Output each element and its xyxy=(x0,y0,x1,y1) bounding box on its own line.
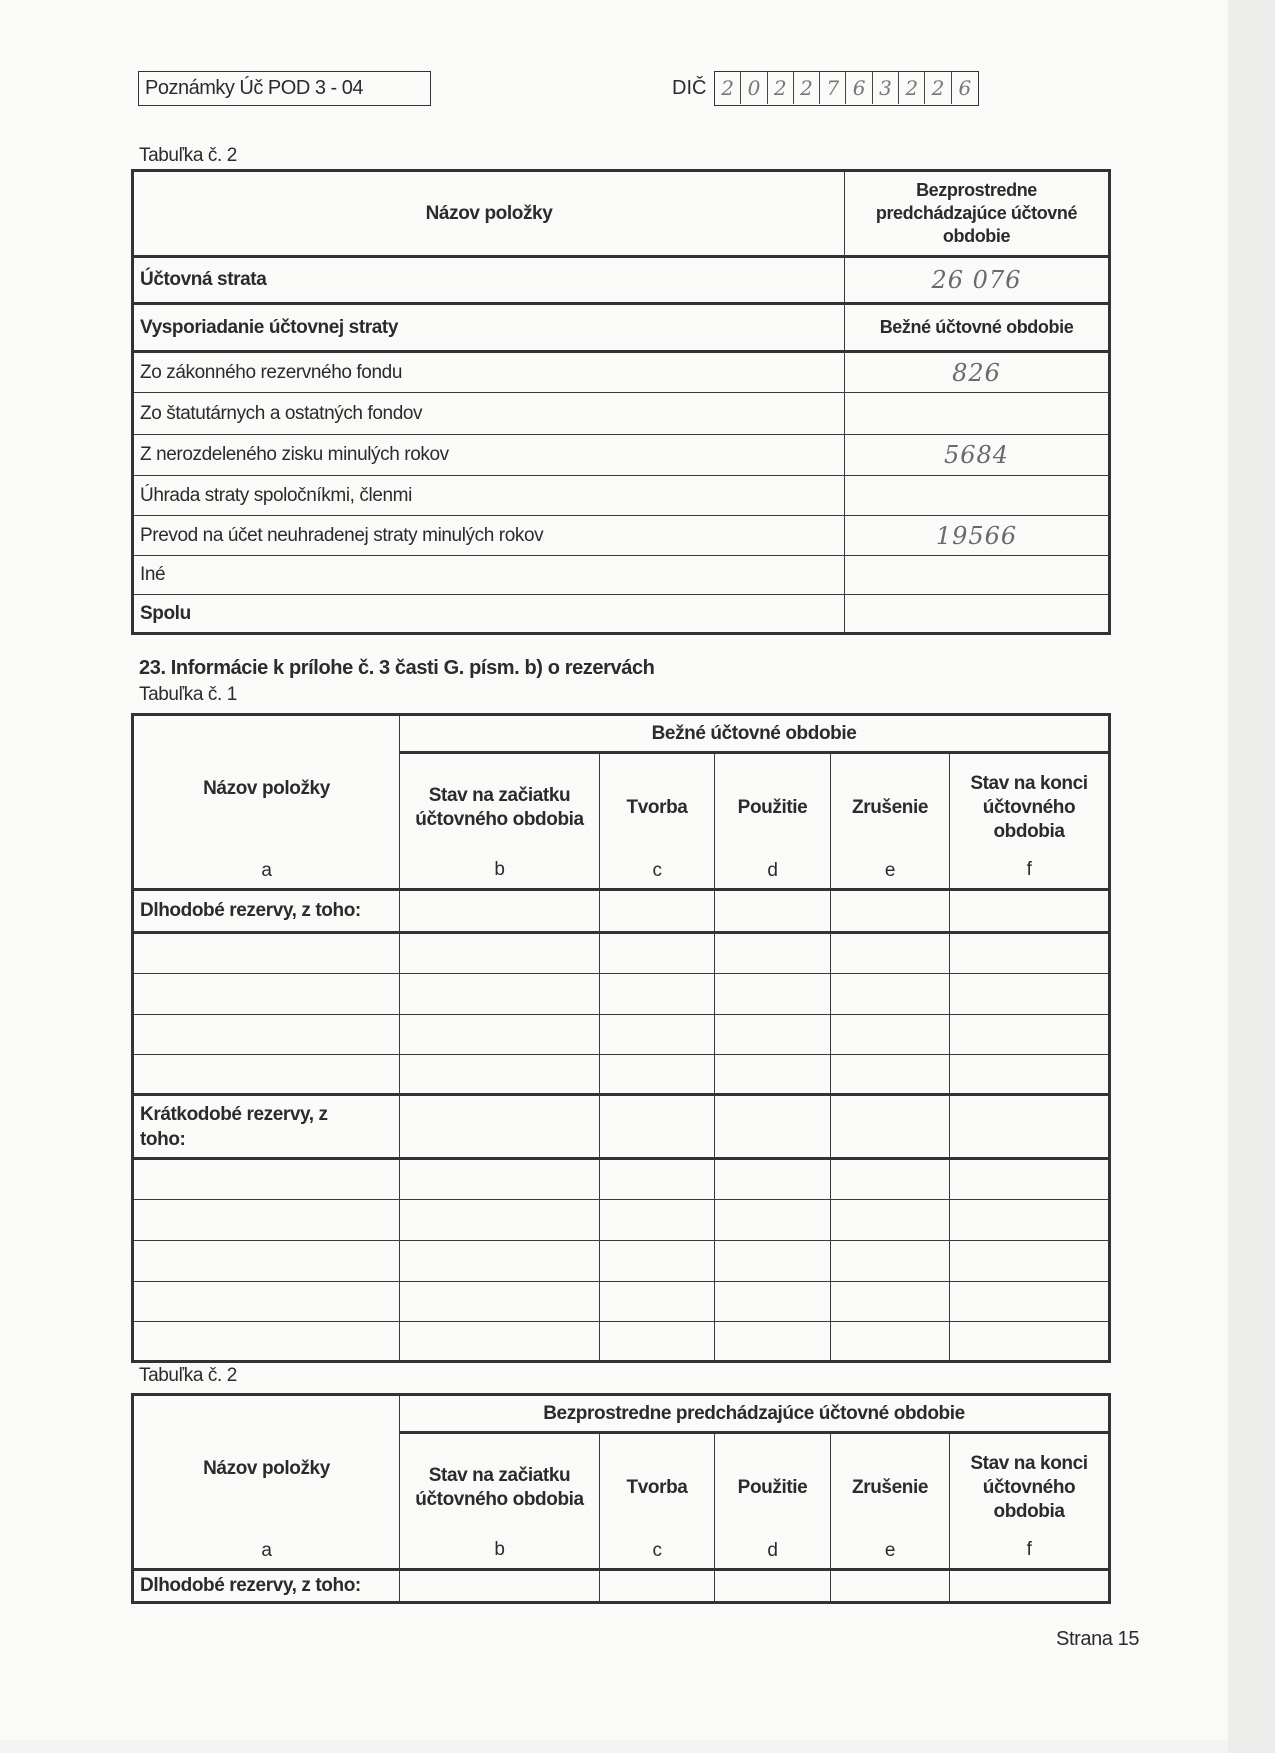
cell[interactable] xyxy=(950,1159,1110,1200)
cell[interactable] xyxy=(950,1570,1110,1603)
cell[interactable] xyxy=(600,1015,715,1055)
col-letter: a xyxy=(261,1540,272,1561)
cell[interactable] xyxy=(400,1241,600,1282)
cell[interactable] xyxy=(600,890,715,933)
cell[interactable] xyxy=(831,1241,950,1282)
cell[interactable] xyxy=(133,1322,400,1362)
cell[interactable] xyxy=(831,890,950,933)
cell[interactable] xyxy=(831,1055,950,1095)
col-letter: b xyxy=(494,1539,505,1560)
loss-label: Účtovná strata xyxy=(133,257,845,304)
cell[interactable] xyxy=(950,890,1110,933)
reserves-table1-caption: Tabuľka č. 1 xyxy=(139,684,237,705)
scan-margin xyxy=(1228,0,1275,1753)
col-letter: c xyxy=(652,860,662,881)
cell[interactable] xyxy=(831,974,950,1015)
cell[interactable] xyxy=(715,1159,831,1200)
dic-digit[interactable]: 2 xyxy=(715,72,741,104)
cell[interactable] xyxy=(950,1241,1110,1282)
cell[interactable] xyxy=(950,1095,1110,1159)
cell[interactable] xyxy=(831,1015,950,1055)
dic-digit[interactable]: 6 xyxy=(846,72,872,104)
cell[interactable] xyxy=(600,1055,715,1095)
section-23-title: 23. Informácie k prílohe č. 3 časti G. písm. b) o rezervách xyxy=(139,657,655,679)
cell[interactable] xyxy=(600,974,715,1015)
col-letter: e xyxy=(884,860,896,881)
cell[interactable] xyxy=(133,1282,400,1322)
row-label: Spolu xyxy=(133,595,845,634)
row-label: Prevod na účet neuhradenej straty minulých rokov xyxy=(133,516,845,556)
cell[interactable] xyxy=(133,1055,400,1095)
reserves-table-current xyxy=(131,713,1111,1363)
long-term-row xyxy=(133,1570,1110,1603)
period-header: Bezprostredne predchádzajúce účtovné obdobie xyxy=(400,1395,1110,1433)
dic-digit[interactable]: 6 xyxy=(958,76,972,100)
cell[interactable] xyxy=(950,1200,1110,1241)
long-term-label: Dlhodobé rezervy, z toho: xyxy=(133,890,400,933)
table-row xyxy=(133,933,1110,974)
cell[interactable] xyxy=(133,1200,400,1241)
dic-field[interactable] xyxy=(714,71,979,106)
form-id-box: Poznámky Úč POD 3 - 04 xyxy=(138,71,431,106)
cell[interactable] xyxy=(133,974,400,1015)
col-letter: d xyxy=(767,860,778,881)
cell[interactable] xyxy=(133,1159,400,1200)
table-row xyxy=(133,352,1110,393)
col-header-creation: Tvorba c xyxy=(600,1433,715,1570)
cell[interactable] xyxy=(831,1095,950,1159)
col-letter: b xyxy=(494,859,505,880)
dic-digit[interactable]: 2 xyxy=(794,72,820,104)
col-letter: d xyxy=(767,1540,778,1561)
cell[interactable] xyxy=(133,933,400,974)
cell[interactable] xyxy=(600,1159,715,1200)
dic-digit[interactable]: 0 xyxy=(741,72,767,104)
cell[interactable] xyxy=(950,1282,1110,1322)
cell[interactable] xyxy=(831,1282,950,1322)
cell[interactable] xyxy=(600,1282,715,1322)
col-header-closing: Stav na konci účtovného obdobia f xyxy=(950,1433,1110,1570)
cell[interactable] xyxy=(715,1200,831,1241)
cell[interactable] xyxy=(600,1095,715,1159)
cell[interactable] xyxy=(715,1015,831,1055)
cell[interactable] xyxy=(400,974,600,1015)
cell[interactable] xyxy=(950,1322,1110,1362)
row-value[interactable]: 5684 xyxy=(845,435,1110,476)
cell[interactable] xyxy=(400,1055,600,1095)
loss-table-caption: Tabuľka č. 2 xyxy=(139,145,237,166)
col-header-cancellation: Zrušenie e xyxy=(831,753,950,890)
cell[interactable] xyxy=(950,1055,1110,1095)
reserves-table-previous xyxy=(131,1393,1111,1604)
cell[interactable] xyxy=(831,1159,950,1200)
table-row xyxy=(133,1200,1110,1241)
col-header-name: Názov položky a xyxy=(133,1395,400,1570)
row-value[interactable] xyxy=(845,393,1110,435)
row-label: Z nerozdeleného zisku minulých rokov xyxy=(133,435,845,476)
col-letter: a xyxy=(261,860,272,881)
cell[interactable] xyxy=(715,1095,831,1159)
cell[interactable] xyxy=(715,1570,831,1603)
table-row xyxy=(133,1322,1110,1362)
col-header-usage: Použitie d xyxy=(715,1433,831,1570)
col-header-opening: Stav na začiatku účtovného obdobia b xyxy=(400,753,600,890)
long-term-row xyxy=(133,890,1110,933)
dic-label: DIČ xyxy=(672,77,707,99)
col-letter: f xyxy=(1026,1539,1032,1560)
row-value[interactable] xyxy=(845,595,1110,634)
loss-settlement-table xyxy=(131,169,1111,635)
dic-digit[interactable]: 7 xyxy=(820,72,846,104)
dic-digit[interactable]: 2 xyxy=(899,72,925,104)
cell[interactable] xyxy=(133,1015,400,1055)
col-letter: f xyxy=(1026,859,1032,880)
cell[interactable] xyxy=(400,933,600,974)
cell[interactable] xyxy=(400,1015,600,1055)
table-row xyxy=(133,393,1110,435)
cell[interactable] xyxy=(715,1322,831,1362)
cell[interactable] xyxy=(831,933,950,974)
cell[interactable] xyxy=(831,1200,950,1241)
page-number: Strana 15 xyxy=(1056,1628,1140,1650)
cell[interactable] xyxy=(950,974,1110,1015)
col-header-creation: Tvorba c xyxy=(600,753,715,890)
cell[interactable] xyxy=(400,1570,600,1603)
cell[interactable] xyxy=(715,1055,831,1095)
cell[interactable] xyxy=(950,933,1110,974)
cell[interactable] xyxy=(715,974,831,1015)
cell[interactable] xyxy=(950,1015,1110,1055)
table-row xyxy=(133,556,1110,595)
period-header: Bežné účtovné obdobie xyxy=(400,715,1110,753)
short-term-label: Krátkodobé rezervy, z toho: xyxy=(133,1095,400,1159)
cell[interactable] xyxy=(400,1159,600,1200)
table-row-total xyxy=(133,595,1110,634)
table-row xyxy=(133,1282,1110,1322)
col-letter: e xyxy=(884,1540,896,1561)
col-header-current-period: Bežné účtovné obdobie xyxy=(845,304,1110,352)
col-letter: c xyxy=(652,1540,662,1561)
row-value[interactable]: 19566 xyxy=(845,516,1110,556)
dic-digit[interactable]: 2 xyxy=(925,72,951,104)
cell[interactable] xyxy=(715,933,831,974)
col-header-cancellation: Zrušenie e xyxy=(831,1433,950,1570)
col-header-closing: Stav na konci účtovného obdobia f xyxy=(950,753,1110,890)
cell[interactable] xyxy=(600,1570,715,1603)
cell[interactable] xyxy=(600,933,715,974)
cell[interactable] xyxy=(600,1322,715,1362)
cell[interactable] xyxy=(600,1200,715,1241)
cell[interactable] xyxy=(400,1200,600,1241)
dic-digit[interactable]: 3 xyxy=(873,72,899,104)
cell[interactable] xyxy=(831,1322,950,1362)
cell[interactable] xyxy=(400,1095,600,1159)
loss-value[interactable]: 26 076 xyxy=(845,257,1110,304)
col-header-prev-period: Bezprostredne predchádzajúce účtovné obdobie xyxy=(845,171,1110,257)
reserves-table2-caption: Tabuľka č. 2 xyxy=(139,1365,237,1386)
row-value[interactable]: 826 xyxy=(845,352,1110,393)
cell[interactable] xyxy=(400,1282,600,1322)
settlement-label: Vysporiadanie účtovnej straty xyxy=(133,304,845,352)
row-value[interactable] xyxy=(845,556,1110,595)
table-row xyxy=(133,1015,1110,1055)
long-term-label: Dlhodobé rezervy, z toho: xyxy=(133,1570,400,1603)
cell[interactable] xyxy=(400,1322,600,1362)
cell[interactable] xyxy=(715,890,831,933)
cell[interactable] xyxy=(715,1241,831,1282)
cell[interactable] xyxy=(715,1282,831,1322)
row-label: Zo zákonného rezervného fondu xyxy=(133,352,845,393)
cell[interactable] xyxy=(831,1570,950,1603)
col-header-opening: Stav na začiatku účtovného obdobia b xyxy=(400,1433,600,1570)
col-header-name: Názov položky xyxy=(133,171,845,257)
cell[interactable] xyxy=(600,1241,715,1282)
table-row xyxy=(133,1055,1110,1095)
row-value[interactable] xyxy=(845,476,1110,516)
col-header-name: Názov položky a xyxy=(133,715,400,890)
row-label: Zo štatutárnych a ostatných fondov xyxy=(133,393,845,435)
table-row xyxy=(133,435,1110,476)
row-label: Úhrada straty spoločníkmi, členmi xyxy=(133,476,845,516)
short-term-row xyxy=(133,1095,1110,1159)
col-header-usage: Použitie d xyxy=(715,753,831,890)
table-row xyxy=(133,1241,1110,1282)
table-row xyxy=(133,1159,1110,1200)
table-row xyxy=(133,476,1110,516)
cell[interactable] xyxy=(133,1241,400,1282)
row-label: Iné xyxy=(133,556,845,595)
cell[interactable] xyxy=(400,890,600,933)
table-row xyxy=(133,516,1110,556)
table-row xyxy=(133,974,1110,1015)
dic-digit[interactable]: 2 xyxy=(768,72,794,104)
